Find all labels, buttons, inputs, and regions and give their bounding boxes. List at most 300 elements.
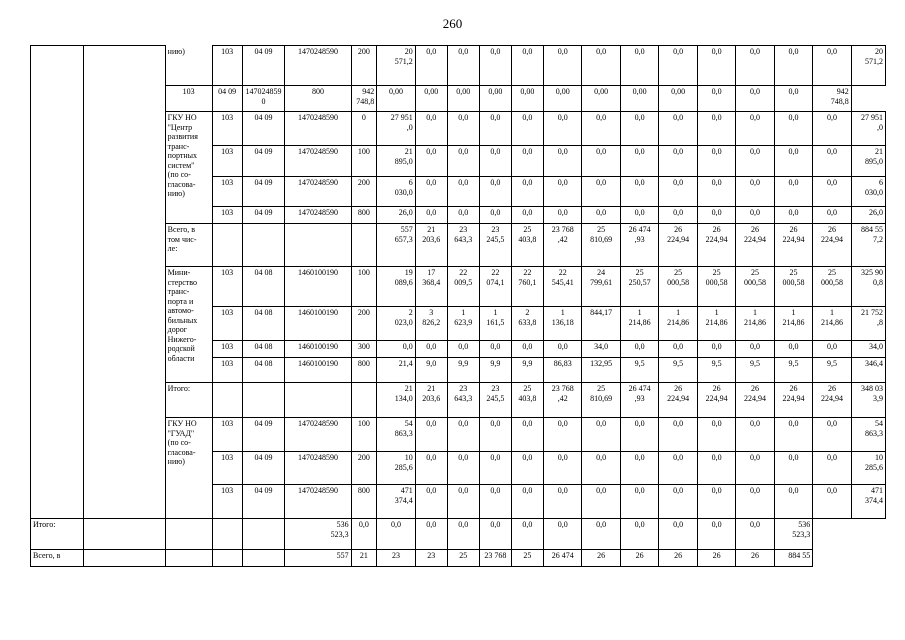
table-cell: 26 224,94 xyxy=(697,224,735,267)
table-cell xyxy=(84,46,165,519)
table-row xyxy=(31,519,886,550)
table-cell: 0,0 xyxy=(736,46,774,86)
table-cell: 9,5 xyxy=(659,358,697,383)
table-cell: 25 xyxy=(447,550,479,567)
table-cell: 0,0 xyxy=(736,485,774,519)
table-cell: 103 xyxy=(212,452,242,485)
table-cell: 0,0 xyxy=(511,112,543,146)
table-cell: 200 xyxy=(351,177,377,207)
table-cell: ГКУ НО "Центр развития транс- портных систем" (по со- гласова- нию) xyxy=(165,112,212,224)
table-cell: 04 09 xyxy=(242,207,285,224)
table-cell: 0,0 xyxy=(377,341,415,358)
table-cell: 884 55 7,2 xyxy=(851,224,885,267)
table-cell: 942 748,8 xyxy=(813,86,851,112)
table-cell: 26 224,94 xyxy=(813,224,851,267)
table-cell: 348 03 3,9 xyxy=(851,383,885,418)
table-cell: 23 643,3 xyxy=(447,383,479,418)
table-row xyxy=(31,46,886,86)
table-cell: 0,0 xyxy=(582,46,620,86)
table-cell: 1 214,86 xyxy=(736,307,774,341)
table-cell: 0,0 xyxy=(415,452,447,485)
table-cell: 0,0 xyxy=(479,177,511,207)
table-cell: 1 214,86 xyxy=(774,307,812,341)
table-cell: 0,0 xyxy=(774,418,812,452)
table-cell: 0,0 xyxy=(659,207,697,224)
table-cell: 0,0 xyxy=(479,112,511,146)
table-cell: 0,00 xyxy=(415,86,447,112)
table-cell: 0,0 xyxy=(774,485,812,519)
table-cell: 0,0 xyxy=(479,146,511,177)
table-cell: 0,0 xyxy=(479,418,511,452)
table-body xyxy=(31,46,886,567)
table-cell: 0,0 xyxy=(774,341,812,358)
table-cell xyxy=(212,519,242,550)
table-cell: 0,0 xyxy=(511,485,543,519)
table-cell: 26,0 xyxy=(377,207,415,224)
table-cell: 100 xyxy=(351,267,377,307)
table-cell: 25 403,8 xyxy=(511,383,543,418)
table-cell: 0,0 xyxy=(659,341,697,358)
table-cell: 0,0 xyxy=(697,177,735,207)
table-cell: 0,0 xyxy=(697,341,735,358)
table-cell: Итого: xyxy=(31,519,84,550)
table-cell: 1460100190 xyxy=(285,341,351,358)
table-cell: 0,0 xyxy=(511,519,543,550)
table-cell: 800 xyxy=(351,358,377,383)
table-cell: 0,0 xyxy=(415,519,447,550)
table-cell: 100 xyxy=(351,418,377,452)
table-cell: 0,0 xyxy=(582,146,620,177)
table-cell: 22 760,1 xyxy=(511,267,543,307)
table-cell: 23 245,5 xyxy=(479,383,511,418)
table-cell xyxy=(165,519,212,550)
table-cell: 26 224,94 xyxy=(659,224,697,267)
table-cell: 19 089,6 xyxy=(377,267,415,307)
table-cell xyxy=(285,224,351,267)
table-cell: 22 009,5 xyxy=(447,267,479,307)
table-cell: 1470248590 xyxy=(285,112,351,146)
table-cell: 0,0 xyxy=(479,207,511,224)
table-cell: 0,0 xyxy=(543,46,581,86)
table-cell: 0,0 xyxy=(543,452,581,485)
table-cell: 25 xyxy=(511,550,543,567)
table-cell: 0,0 xyxy=(813,112,851,146)
table-cell: 0,0 xyxy=(659,46,697,86)
table-cell: 04 08 xyxy=(242,267,285,307)
table-cell xyxy=(165,550,212,567)
table-cell: 23 xyxy=(377,550,415,567)
table-cell: 0,0 xyxy=(447,177,479,207)
table-cell: 0,0 xyxy=(774,207,812,224)
table-cell: 0,0 xyxy=(697,485,735,519)
table-cell: 0,0 xyxy=(736,519,774,550)
table-cell: 536 523,3 xyxy=(774,519,812,550)
table-cell: 04 09 xyxy=(242,112,285,146)
table-cell: 6 030,0 xyxy=(851,177,885,207)
table-cell: 0,0 xyxy=(511,452,543,485)
table-cell: 25 810,69 xyxy=(582,383,620,418)
table-cell: 21 752 ,8 xyxy=(851,307,885,341)
table-cell: 26 224,94 xyxy=(774,224,812,267)
table-cell: 536 523,3 xyxy=(285,519,351,550)
table-cell xyxy=(285,383,351,418)
table-cell: 0,0 xyxy=(620,46,658,86)
table-cell: 0,0 xyxy=(813,485,851,519)
table-cell: 9,9 xyxy=(511,358,543,383)
table-cell: 04 09 xyxy=(242,418,285,452)
table-cell: 24 799,61 xyxy=(582,267,620,307)
table-cell: 0,00 xyxy=(620,86,658,112)
table-cell: 25 000,58 xyxy=(774,267,812,307)
table-cell: 0,0 xyxy=(659,146,697,177)
table-cell: 0,0 xyxy=(774,86,812,112)
table-cell: 0,0 xyxy=(415,341,447,358)
table-cell: 103 xyxy=(212,46,242,86)
table-cell: 23 xyxy=(415,550,447,567)
table-cell: 1470248590 xyxy=(242,86,285,112)
table-cell: 103 xyxy=(212,418,242,452)
table-cell: 26 474 ,93 xyxy=(620,383,658,418)
table-cell: 0,0 xyxy=(582,418,620,452)
table-cell xyxy=(84,519,165,550)
table-cell: 471 374,4 xyxy=(377,485,415,519)
table-cell xyxy=(31,46,84,519)
table-cell: 3 826,2 xyxy=(415,307,447,341)
table-cell: 0,0 xyxy=(479,485,511,519)
table-cell: 1 136,18 xyxy=(543,307,581,341)
table-cell: 0,0 xyxy=(697,46,735,86)
table-cell: 04 09 xyxy=(242,452,285,485)
table-cell: 0,0 xyxy=(736,177,774,207)
table-cell: 26 474 xyxy=(543,550,581,567)
table-cell: 0,0 xyxy=(659,112,697,146)
table-cell: 54 863,3 xyxy=(851,418,885,452)
table-cell: 103 xyxy=(165,86,212,112)
table-cell: Итого: xyxy=(165,383,212,418)
table-cell: 0,0 xyxy=(774,452,812,485)
table-cell: 103 xyxy=(212,146,242,177)
table-cell: 200 xyxy=(351,452,377,485)
table-cell: 2 023,0 xyxy=(377,307,415,341)
table-cell: 0,0 xyxy=(447,46,479,86)
table-cell: 04 09 xyxy=(242,485,285,519)
table-cell: 0,00 xyxy=(377,86,415,112)
table-cell: 21 134,0 xyxy=(377,383,415,418)
table-cell: 25 000,58 xyxy=(697,267,735,307)
table-cell: 27 951 ,0 xyxy=(377,112,415,146)
table-cell: 0,0 xyxy=(620,177,658,207)
table-cell: 0,0 xyxy=(813,146,851,177)
table-cell: 0,0 xyxy=(697,418,735,452)
table-cell: 0,0 xyxy=(447,519,479,550)
table-cell: 04 09 xyxy=(242,46,285,86)
table-cell: 26 474 ,93 xyxy=(620,224,658,267)
table-cell: 0,0 xyxy=(511,146,543,177)
table-cell: 0,0 xyxy=(697,519,735,550)
table-cell: 1470248590 xyxy=(285,177,351,207)
table-cell: 0,0 xyxy=(511,46,543,86)
table-cell: 10 285,6 xyxy=(377,452,415,485)
table-cell: 1 214,86 xyxy=(697,307,735,341)
table-cell: 0,0 xyxy=(582,112,620,146)
table-cell: 25 000,58 xyxy=(659,267,697,307)
table-cell: 04 09 xyxy=(242,146,285,177)
table-cell: 471 374,4 xyxy=(851,485,885,519)
table-cell: Всего, в том чис- ле: xyxy=(165,224,212,267)
table-cell: 0,0 xyxy=(447,485,479,519)
table-cell: 1470248590 xyxy=(285,146,351,177)
table-cell: 0,0 xyxy=(697,207,735,224)
table-cell: 26 xyxy=(659,550,697,567)
table-cell: 0,0 xyxy=(659,177,697,207)
table-cell: 0,0 xyxy=(774,112,812,146)
table-cell: 0,0 xyxy=(620,112,658,146)
table-cell: 103 xyxy=(212,341,242,358)
table-cell: 2 633,8 xyxy=(511,307,543,341)
table-cell: 200 xyxy=(351,46,377,86)
table-cell: 0,0 xyxy=(479,46,511,86)
table-cell: 0,0 xyxy=(659,452,697,485)
table-cell: 1470248590 xyxy=(285,46,351,86)
table-cell: 21 895,0 xyxy=(851,146,885,177)
table-cell: 0,0 xyxy=(447,146,479,177)
table-cell: нию) xyxy=(165,46,212,86)
table-cell: 04 09 xyxy=(242,177,285,207)
table-cell: 26 224,94 xyxy=(736,224,774,267)
table-cell: 0,0 xyxy=(697,146,735,177)
table-cell: 26,0 xyxy=(851,207,885,224)
table-cell: 0,0 xyxy=(659,519,697,550)
table-cell: 17 368,4 xyxy=(415,267,447,307)
table-cell: 0,0 xyxy=(813,177,851,207)
table-cell: 1 214,86 xyxy=(620,307,658,341)
table-cell: 0,0 xyxy=(736,207,774,224)
table-cell: 23 768 ,42 xyxy=(543,224,581,267)
table-cell: 1470248590 xyxy=(285,485,351,519)
table-cell: 26 224,94 xyxy=(774,383,812,418)
table-cell: 300 xyxy=(351,341,377,358)
table-cell xyxy=(84,550,165,567)
table-cell: 0,0 xyxy=(736,341,774,358)
table-cell: 26 224,94 xyxy=(813,383,851,418)
table-cell: 0,0 xyxy=(479,519,511,550)
table-cell: 0,0 xyxy=(415,46,447,86)
table-cell: 0,00 xyxy=(511,86,543,112)
table-cell: 0 xyxy=(351,112,377,146)
table-cell: 844,17 xyxy=(582,307,620,341)
table-cell: 22 545,41 xyxy=(543,267,581,307)
table-cell: 346,4 xyxy=(851,358,885,383)
table-cell: 0,0 xyxy=(736,86,774,112)
table-cell: 0,00 xyxy=(659,86,697,112)
table-cell: 1460100190 xyxy=(285,307,351,341)
table-cell: 103 xyxy=(212,485,242,519)
table-cell: 0,0 xyxy=(736,452,774,485)
table-cell: 0,0 xyxy=(774,177,812,207)
table-cell: 0,0 xyxy=(543,207,581,224)
table-cell: 34,0 xyxy=(851,341,885,358)
table-cell: 0,0 xyxy=(813,207,851,224)
table-cell xyxy=(212,550,242,567)
table-cell: 25 000,58 xyxy=(813,267,851,307)
table-cell: 10 285,6 xyxy=(851,452,885,485)
table-cell: 100 xyxy=(351,146,377,177)
budget-table xyxy=(30,45,886,567)
table-cell: 0,0 xyxy=(697,452,735,485)
table-cell: 0,00 xyxy=(582,86,620,112)
table-cell: 21 203,6 xyxy=(415,383,447,418)
table-cell: 1 623,9 xyxy=(447,307,479,341)
table-cell: 23 768 ,42 xyxy=(543,383,581,418)
table-cell: 25 250,57 xyxy=(620,267,658,307)
table-cell: 9,5 xyxy=(774,358,812,383)
table-cell: 942 748,8 xyxy=(351,86,377,112)
table-cell: 20 571,2 xyxy=(851,46,885,86)
table-cell: 0,0 xyxy=(620,485,658,519)
table-cell: 9,9 xyxy=(479,358,511,383)
table-cell: 0,0 xyxy=(447,418,479,452)
table-cell: 0,0 xyxy=(582,177,620,207)
table-cell: 9,5 xyxy=(736,358,774,383)
table-cell: 0,0 xyxy=(620,452,658,485)
table-cell xyxy=(351,383,377,418)
table-cell: 0,00 xyxy=(447,86,479,112)
table-cell: 103 xyxy=(212,267,242,307)
table-cell: 800 xyxy=(351,485,377,519)
table-cell: 0,0 xyxy=(511,341,543,358)
table-cell: 26 xyxy=(697,550,735,567)
table-cell: 800 xyxy=(351,207,377,224)
table-cell: Мини- стерство транс- порта и автомо- бильных дорог Нижего- родской области xyxy=(165,267,212,383)
table-cell: 0,0 xyxy=(415,146,447,177)
table-cell: 103 xyxy=(212,358,242,383)
table-cell: 0,0 xyxy=(813,46,851,86)
table-cell: 0,0 xyxy=(620,341,658,358)
table-cell: 25 403,8 xyxy=(511,224,543,267)
table-cell: 0,0 xyxy=(582,207,620,224)
table-cell: 103 xyxy=(212,112,242,146)
table-cell: 103 xyxy=(212,307,242,341)
table-cell: 04 08 xyxy=(242,358,285,383)
table-cell: 0,0 xyxy=(620,207,658,224)
table-cell: 0,0 xyxy=(774,46,812,86)
table-cell: 1 161,5 xyxy=(479,307,511,341)
table-cell: 54 863,3 xyxy=(377,418,415,452)
table-cell: 1470248590 xyxy=(285,207,351,224)
table-cell: 22 074,1 xyxy=(479,267,511,307)
table-cell: 0,0 xyxy=(447,452,479,485)
table-cell: 0,0 xyxy=(620,418,658,452)
table-cell: 0,0 xyxy=(415,112,447,146)
table-cell: 1 214,86 xyxy=(659,307,697,341)
table-cell: 0,0 xyxy=(697,112,735,146)
table-cell: 0,0 xyxy=(511,418,543,452)
table-cell: 0,0 xyxy=(582,452,620,485)
page-number: 260 xyxy=(442,16,463,31)
table-cell xyxy=(212,224,242,267)
table-cell: 0,0 xyxy=(813,341,851,358)
table-cell: 1470248590 xyxy=(285,452,351,485)
table-cell: 200 xyxy=(351,307,377,341)
table-cell xyxy=(242,224,285,267)
table-cell: 21 203,6 xyxy=(415,224,447,267)
table-cell: 0,0 xyxy=(813,418,851,452)
table-cell: 0,0 xyxy=(543,177,581,207)
table-cell: 04 09 xyxy=(212,86,242,112)
table-cell: 0,0 xyxy=(582,485,620,519)
table-cell: 0,0 xyxy=(543,418,581,452)
table-cell: 0,0 xyxy=(543,519,581,550)
table-cell: 0,0 xyxy=(479,452,511,485)
table-cell: 23 643,3 xyxy=(447,224,479,267)
table-cell: 0,0 xyxy=(351,519,377,550)
table-cell: 884 55 xyxy=(774,550,812,567)
table-cell: 0,0 xyxy=(415,177,447,207)
table-cell: 34,0 xyxy=(582,341,620,358)
table-cell: 21 895,0 xyxy=(377,146,415,177)
table-cell: 800 xyxy=(285,86,351,112)
table-cell: 23 768 xyxy=(479,550,511,567)
table-cell: 0,0 xyxy=(415,207,447,224)
table-cell: 0,00 xyxy=(543,86,581,112)
table-cell: 26 224,94 xyxy=(736,383,774,418)
table-cell: 0,0 xyxy=(543,485,581,519)
table-cell: 20 571,2 xyxy=(377,46,415,86)
table-cell: 557 657,3 xyxy=(377,224,415,267)
table-cell: 0,0 xyxy=(377,519,415,550)
table-cell: 0,0 xyxy=(447,207,479,224)
table-cell: 04 08 xyxy=(242,341,285,358)
table-cell: 325 90 0,8 xyxy=(851,267,885,307)
table-cell: 0,0 xyxy=(511,177,543,207)
table-cell: 6 030,0 xyxy=(377,177,415,207)
table-cell: 0,0 xyxy=(620,519,658,550)
table-cell: 86,83 xyxy=(543,358,581,383)
table-cell: 9,5 xyxy=(813,358,851,383)
table-cell: 1460100190 xyxy=(285,358,351,383)
table-cell: 0,0 xyxy=(736,418,774,452)
table-cell: 0,0 xyxy=(736,112,774,146)
table-row xyxy=(31,550,886,567)
table-cell: 0,0 xyxy=(697,86,735,112)
table-cell xyxy=(242,519,285,550)
table-cell: 9,9 xyxy=(447,358,479,383)
table-cell: 0,0 xyxy=(511,207,543,224)
table-cell: 26 xyxy=(582,550,620,567)
table-cell: 0,0 xyxy=(736,146,774,177)
table-cell: 25 000,58 xyxy=(736,267,774,307)
table-cell xyxy=(351,224,377,267)
table-cell: 23 245,5 xyxy=(479,224,511,267)
table-cell xyxy=(242,383,285,418)
table-cell: 0,0 xyxy=(620,146,658,177)
table-cell: 103 xyxy=(212,207,242,224)
table-cell: 0,0 xyxy=(582,519,620,550)
table-cell: 0,0 xyxy=(774,146,812,177)
table-cell: 0,0 xyxy=(543,341,581,358)
table-cell: 132,95 xyxy=(582,358,620,383)
table-cell: 26 224,94 xyxy=(659,383,697,418)
table-cell xyxy=(242,550,285,567)
table-cell: 26 xyxy=(736,550,774,567)
table-cell: 27 951 ,0 xyxy=(851,112,885,146)
table-cell: 0,0 xyxy=(543,112,581,146)
table-cell: 26 xyxy=(620,550,658,567)
table-cell: 1470248590 xyxy=(285,418,351,452)
table-cell: 0,00 xyxy=(479,86,511,112)
table-cell: 0,0 xyxy=(659,418,697,452)
table-cell: ГКУ НО "ГУАД" (по со- гласова- нию) xyxy=(165,418,212,519)
